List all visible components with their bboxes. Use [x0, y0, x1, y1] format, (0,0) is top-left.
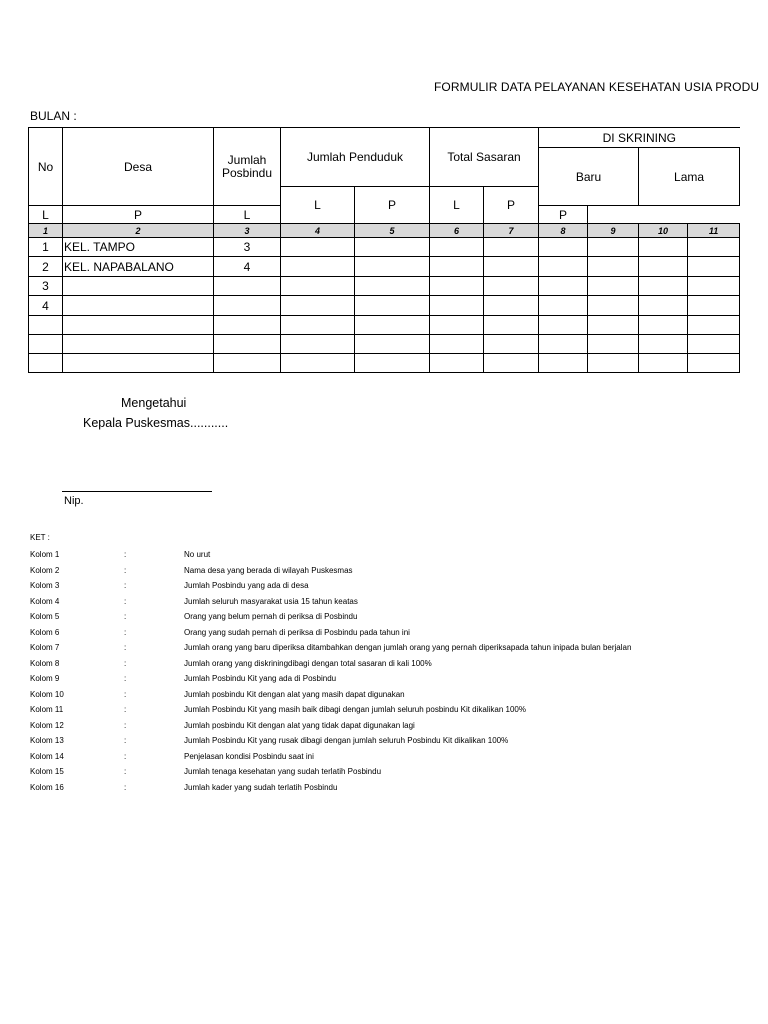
table-cell: [588, 277, 639, 296]
ket-separator: :: [124, 565, 127, 575]
table-cell: [639, 296, 688, 316]
table-cell: [355, 316, 430, 335]
header-baru-p: P: [63, 206, 214, 224]
ket-kolom: Kolom 14: [30, 751, 64, 761]
ket-description: Jumlah Posbindu Kit yang ada di Posbindu: [184, 674, 337, 683]
ket-kolom: Kolom 1: [30, 550, 60, 559]
table-row: [29, 354, 740, 373]
table-cell: [539, 316, 588, 335]
row-posbindu: 3: [214, 238, 281, 257]
ket-description: Jumlah posbindu Kit dengan alat yang tidak dapat digunakan lagi: [184, 720, 415, 730]
ket-item: [30, 764, 760, 780]
table-cell: [588, 335, 639, 354]
table-row: [29, 277, 740, 296]
ket-title: KET :: [30, 533, 50, 542]
ket-kolom: Kolom 16: [30, 782, 64, 792]
table-cell: [688, 354, 740, 373]
table-cell: [688, 335, 740, 354]
ket-item: [30, 578, 760, 594]
table-cell: [430, 296, 484, 316]
ket-item: [30, 671, 760, 687]
column-number: 11: [688, 224, 740, 238]
row-desa: [63, 354, 214, 373]
ket-description: Orang yang sudah pernah di periksa di Posbindu pada tahun ini: [184, 627, 410, 637]
row-posbindu: [214, 335, 281, 354]
table-cell: [355, 238, 430, 257]
table-cell: [539, 277, 588, 296]
ket-description: Jumlah posbindu Kit dengan alat yang masih dapat digunakan: [184, 689, 405, 699]
bulan-label: BULAN :: [30, 109, 77, 123]
table-row: [29, 316, 740, 335]
table-cell: [484, 316, 539, 335]
ket-description: Jumlah tenaga kesehatan yang sudah terlatih Posbindu: [184, 767, 382, 776]
table-cell: [281, 277, 355, 296]
column-number: 5: [355, 224, 430, 238]
header-baru-l: L: [29, 206, 63, 224]
row-posbindu: [214, 316, 281, 335]
ket-item: [30, 547, 760, 563]
ket-kolom: Kolom 5: [30, 612, 60, 621]
header-lama-l: L: [214, 206, 281, 224]
row-desa: [63, 277, 214, 296]
page-title: FORMULIR DATA PELAYANAN KESEHATAN USIA PRODU: [434, 80, 760, 94]
header-desa: Desa: [63, 128, 214, 206]
table-cell: [355, 354, 430, 373]
row-posbindu: [214, 354, 281, 373]
ket-kolom: Kolom 3: [30, 581, 60, 590]
ket-description: Jumlah orang yang diskriningdibagi dengan total sasaran di kali 100%: [184, 658, 432, 668]
row-desa: [63, 296, 214, 316]
table-row: [29, 257, 740, 277]
table-cell: [281, 354, 355, 373]
ket-separator: :: [124, 720, 127, 730]
row-desa: KEL. NAPABALANO: [63, 257, 214, 277]
table-cell: [281, 238, 355, 257]
header-lama-p: P: [539, 206, 588, 224]
table-cell: [281, 257, 355, 277]
header-jumlah-posbindu: Jumlah Posbindu: [214, 128, 281, 206]
table-cell: [639, 335, 688, 354]
ket-separator: :: [124, 658, 127, 668]
table-cell: [355, 296, 430, 316]
column-number: 8: [539, 224, 588, 238]
table-cell: [539, 238, 588, 257]
header-baru: Baru: [539, 148, 639, 206]
table-row: [29, 296, 740, 316]
row-no: 4: [29, 296, 63, 316]
ket-description: Jumlah orang yang baru diperiksa ditambahkan dengan jumlah orang yang pernah diperiksapada tahun inipada bulan berjalan: [184, 643, 632, 652]
table-cell: [588, 257, 639, 277]
table-cell: [588, 316, 639, 335]
table-cell: [688, 238, 740, 257]
table-cell: [355, 257, 430, 277]
ket-description: Orang yang belum pernah di periksa di Posbindu: [184, 612, 358, 621]
header-penduduk-l: L: [281, 187, 355, 224]
ket-separator: :: [124, 767, 127, 776]
ket-separator: :: [124, 674, 127, 683]
ket-item: [30, 749, 760, 765]
table-cell: [688, 296, 740, 316]
row-posbindu: [214, 277, 281, 296]
ket-description: Jumlah seluruh masyarakat usia 15 tahun keatas: [184, 596, 358, 606]
ket-item: [30, 625, 760, 641]
row-no: 3: [29, 277, 63, 296]
column-number: 6: [430, 224, 484, 238]
table-row: [29, 335, 740, 354]
row-desa: [63, 316, 214, 335]
table-cell: [688, 316, 740, 335]
row-posbindu: 4: [214, 257, 281, 277]
ket-item: [30, 718, 760, 734]
row-no: 1: [29, 238, 63, 257]
table-cell: [484, 257, 539, 277]
table-cell: [539, 335, 588, 354]
ket-description: Jumlah Posbindu yang ada di desa: [184, 581, 309, 590]
ket-description: Jumlah kader yang sudah terlatih Posbindu: [184, 782, 338, 792]
header-di-skrining: DI SKRINING: [539, 128, 740, 148]
table-cell: [484, 335, 539, 354]
ket-item: [30, 780, 760, 796]
ket-description: No urut: [184, 550, 211, 559]
table-cell: [484, 277, 539, 296]
table-cell: [281, 335, 355, 354]
ket-item: [30, 563, 760, 579]
column-number: 4: [281, 224, 355, 238]
ket-item: [30, 609, 760, 625]
row-no: [29, 335, 63, 354]
ket-kolom: Kolom 10: [30, 689, 64, 699]
table-cell: [639, 316, 688, 335]
ket-item: [30, 733, 760, 749]
nip-label: Nip.: [64, 495, 84, 507]
ket-item: [30, 687, 760, 703]
table-row: [29, 238, 740, 257]
header-no: No: [29, 128, 63, 206]
row-no: [29, 354, 63, 373]
column-number: 7: [484, 224, 539, 238]
row-desa: [63, 335, 214, 354]
column-number: 2: [63, 224, 214, 238]
table-cell: [430, 238, 484, 257]
header-lama: Lama: [639, 148, 740, 206]
ket-separator: :: [124, 612, 127, 621]
table-cell: [355, 277, 430, 296]
table-cell: [281, 296, 355, 316]
ket-separator: :: [124, 596, 127, 606]
ket-list: [30, 547, 760, 795]
table-cell: [639, 238, 688, 257]
header-sasaran-p: P: [484, 187, 539, 224]
table-cell: [639, 277, 688, 296]
table-cell: [588, 296, 639, 316]
ket-separator: :: [124, 782, 127, 792]
ket-kolom: Kolom 13: [30, 736, 64, 745]
ket-kolom: Kolom 9: [30, 674, 60, 683]
ket-separator: :: [124, 643, 127, 652]
column-number: 9: [588, 224, 639, 238]
table-cell: [588, 238, 639, 257]
row-no: 2: [29, 257, 63, 277]
ket-item: [30, 656, 760, 672]
ket-kolom: Kolom 6: [30, 627, 60, 637]
table-cell: [484, 354, 539, 373]
column-number: 1: [29, 224, 63, 238]
table-cell: [484, 296, 539, 316]
table-cell: [430, 316, 484, 335]
ket-separator: :: [124, 581, 127, 590]
header-penduduk-p: P: [355, 187, 430, 224]
ket-kolom: Kolom 7: [30, 643, 60, 652]
table-cell: [588, 354, 639, 373]
ket-kolom: Kolom 8: [30, 658, 60, 668]
signature-mengetahui: Mengetahui: [121, 396, 187, 410]
header-total-sasaran: Total Sasaran: [430, 128, 539, 187]
table-cell: [539, 296, 588, 316]
table-cell: [639, 257, 688, 277]
table-cell: [430, 257, 484, 277]
table-cell: [688, 257, 740, 277]
ket-description: Jumlah Posbindu Kit yang rusak dibagi dengan jumlah seluruh Posbindu Kit dikalikan 100%: [184, 736, 509, 745]
table-cell: [539, 257, 588, 277]
ket-separator: :: [124, 751, 127, 761]
header-jumlah-penduduk: Jumlah Penduduk: [281, 128, 430, 187]
table-cell: [355, 335, 430, 354]
table-cell: [430, 354, 484, 373]
ket-kolom: Kolom 4: [30, 596, 60, 606]
table-cell: [430, 335, 484, 354]
ket-description: Nama desa yang berada di wilayah Puskesmas: [184, 565, 353, 575]
table-cell: [484, 238, 539, 257]
signature-line: [62, 491, 212, 492]
data-table: [28, 127, 740, 373]
header-sasaran-l: L: [430, 187, 484, 224]
ket-description: Jumlah Posbindu Kit yang masih baik dibagi dengan jumlah seluruh posbindu Kit dikalikan 100%: [184, 705, 526, 714]
table-cell: [539, 354, 588, 373]
ket-separator: :: [124, 705, 127, 714]
table-cell: [639, 354, 688, 373]
column-number: 10: [639, 224, 688, 238]
table-cell: [688, 277, 740, 296]
table-cell: [281, 316, 355, 335]
ket-kolom: Kolom 15: [30, 767, 64, 776]
ket-kolom: Kolom 2: [30, 565, 60, 575]
ket-item: [30, 594, 760, 610]
row-posbindu: [214, 296, 281, 316]
ket-item: [30, 640, 760, 656]
table-cell: [430, 277, 484, 296]
ket-item: [30, 702, 760, 718]
column-number: 3: [214, 224, 281, 238]
ket-separator: :: [124, 736, 127, 745]
ket-separator: :: [124, 689, 127, 699]
ket-kolom: Kolom 11: [30, 705, 64, 714]
row-desa: KEL. TAMPO: [63, 238, 214, 257]
ket-separator: :: [124, 627, 127, 637]
signature-kepala-puskesmas: Kepala Puskesmas...........: [83, 416, 229, 430]
row-no: [29, 316, 63, 335]
ket-kolom: Kolom 12: [30, 720, 64, 730]
ket-description: Penjelasan kondisi Posbindu saat ini: [184, 751, 314, 761]
ket-separator: :: [124, 550, 127, 559]
